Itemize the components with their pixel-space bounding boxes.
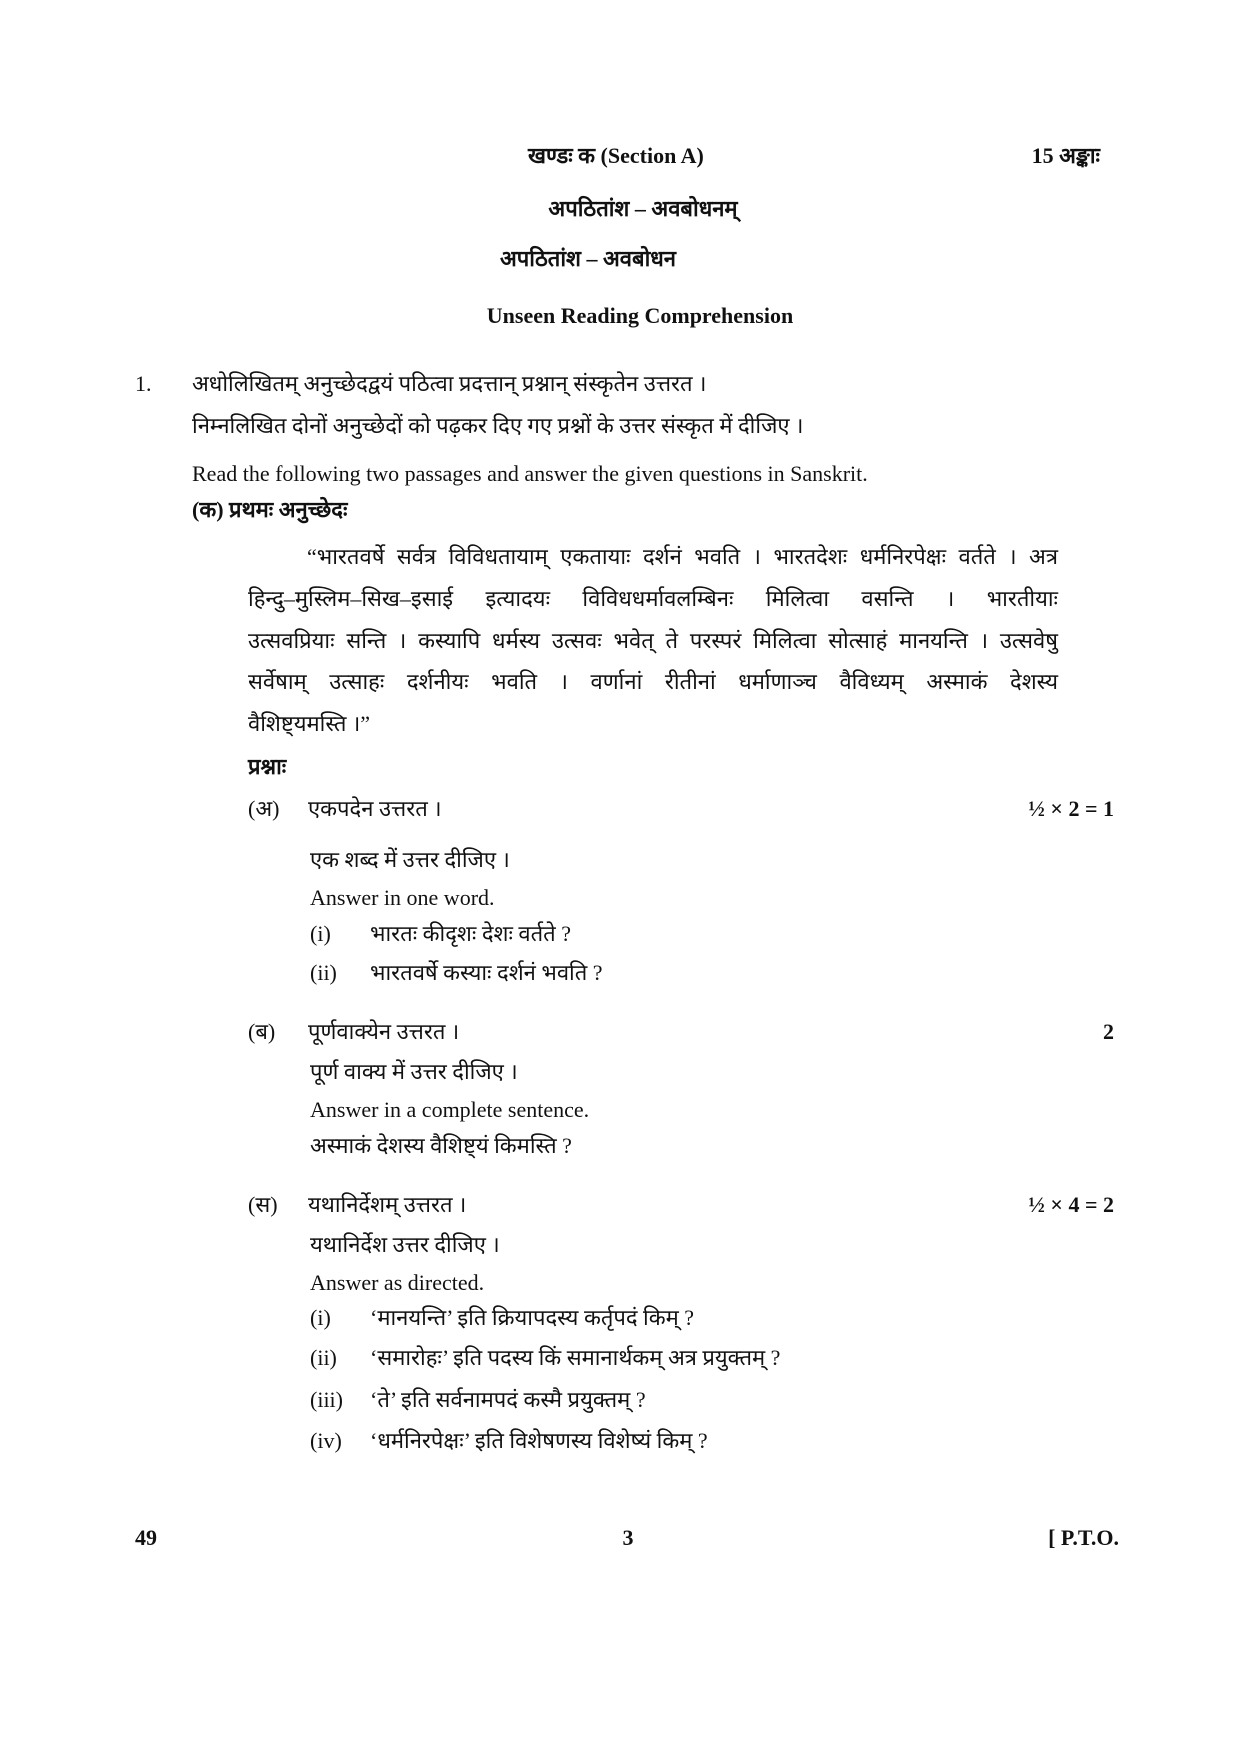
part-c-english: Answer as directed. <box>310 1270 485 1295</box>
item-number: (ii) <box>310 960 337 985</box>
section-marks: 15 अङ्काः <box>1031 143 1100 168</box>
title-english: Unseen Reading Comprehension <box>486 303 794 328</box>
part-a-label: (अ) <box>248 796 280 821</box>
passage-line: उत्सवप्रियाः सन्ति । कस्यापि धर्मस्य उत्सवः भवेत् ते परस्परं मिलित्वा सोत्साहं मानयन्ति । उत्सवेषु <box>248 628 1058 653</box>
passage-line: “भारतवर्षे सर्वत्र विविधतायाम् एकतायाः दर्शनं भवति । भारतदेशः धर्मनिरपेक्षः वर्तते । अत्र <box>307 544 1058 569</box>
part-c-hindi: यथानिर्देश उत्तर दीजिए । <box>310 1232 500 1257</box>
passage-line: हिन्दु–मुस्लिम–सिख–इसाई इत्यादयः विविधधर्मावलम्बिनः मिलित्वा वसन्ति । भारतीयाः <box>248 586 1058 611</box>
passage-label: (क) प्रथमः अनुच्छेदः <box>192 497 348 522</box>
part-c-label: (स) <box>248 1192 278 1217</box>
item-number: (ii) <box>310 1345 337 1370</box>
questions-label: प्रश्नाः <box>248 754 287 779</box>
item-text: भारतः कीदृशः देशः वर्तते ? <box>370 921 571 946</box>
item-number: (i) <box>310 1305 331 1330</box>
page-number: 3 <box>622 1525 634 1550</box>
title-sanskrit: अपठितांश – अवबोधनम् <box>548 196 738 221</box>
item-text: ‘ते’ इति सर्वनामपदं कस्मै प्रयुक्तम् ? <box>370 1387 646 1412</box>
item-text: ‘धर्मनिरपेक्षः’ इति विशेषणस्य विशेष्यं किम् ? <box>370 1428 708 1453</box>
passage <box>248 543 1058 738</box>
item-number: (iii) <box>310 1387 343 1412</box>
part-c-title: यथानिर्देशम् उत्तरत । <box>308 1192 467 1217</box>
item-text: ‘मानयन्ति’ इति क्रियापदस्य कर्तृपदं किम् ? <box>370 1305 695 1330</box>
instruction-hindi: निम्नलिखित दोनों अनुच्छेदों को पढ़कर दिए गए प्रश्नों के उत्तर संस्कृत में दीजिए । <box>192 413 804 438</box>
item-text: भारतवर्षे कस्याः दर्शनं भवति ? <box>370 960 603 985</box>
paper-code: 49 <box>135 1525 157 1550</box>
part-a-title: एकपदेन उत्तरत । <box>308 796 442 821</box>
part-b-title: पूर्णवाक्येन उत्तरत । <box>308 1019 460 1044</box>
question-number: 1. <box>135 371 152 396</box>
instruction-sanskrit: अधोलिखितम् अनुच्छेदद्वयं पठित्वा प्रदत्तान् प्रश्नान् संस्कृतेन उत्तरत । <box>192 371 707 396</box>
part-a-hindi: एक शब्द में उत्तर दीजिए । <box>310 847 510 872</box>
instruction-english: Read the following two passages and answer the given questions in Sanskrit. <box>192 461 868 486</box>
passage-line: वैशिष्ट्यमस्ति ।” <box>248 711 371 736</box>
part-c-marks: ½ × 4 = 2 <box>1028 1192 1114 1217</box>
part-a-marks: ½ × 2 = 1 <box>1028 796 1114 821</box>
section-heading: खण्डः क (Section A) <box>528 143 704 168</box>
item-number: (iv) <box>310 1428 342 1453</box>
part-b-question: अस्माकं देशस्य वैशिष्ट्यं किमस्ति ? <box>310 1133 572 1158</box>
part-b-hindi: पूर्ण वाक्य में उत्तर दीजिए । <box>310 1059 518 1084</box>
item-text: ‘समारोहः’ इति पदस्य किं समानार्थकम् अत्र प्रयुक्तम् ? <box>370 1345 781 1370</box>
part-b-english: Answer in a complete sentence. <box>310 1097 590 1122</box>
title-hindi: अपठितांश – अवबोधन <box>500 246 677 271</box>
item-number: (i) <box>310 921 331 946</box>
part-a-english: Answer in one word. <box>310 885 495 910</box>
part-b-label: (ब) <box>248 1019 276 1044</box>
passage-line: सर्वेषाम् उत्साहः दर्शनीयः भवति । वर्णानां रीतीनां धर्माणाञ्च वैविध्यम् अस्माकं देशस्य <box>248 669 1058 694</box>
pto-label: [ P.T.O. <box>1048 1525 1119 1550</box>
part-b-marks: 2 <box>1103 1019 1114 1044</box>
